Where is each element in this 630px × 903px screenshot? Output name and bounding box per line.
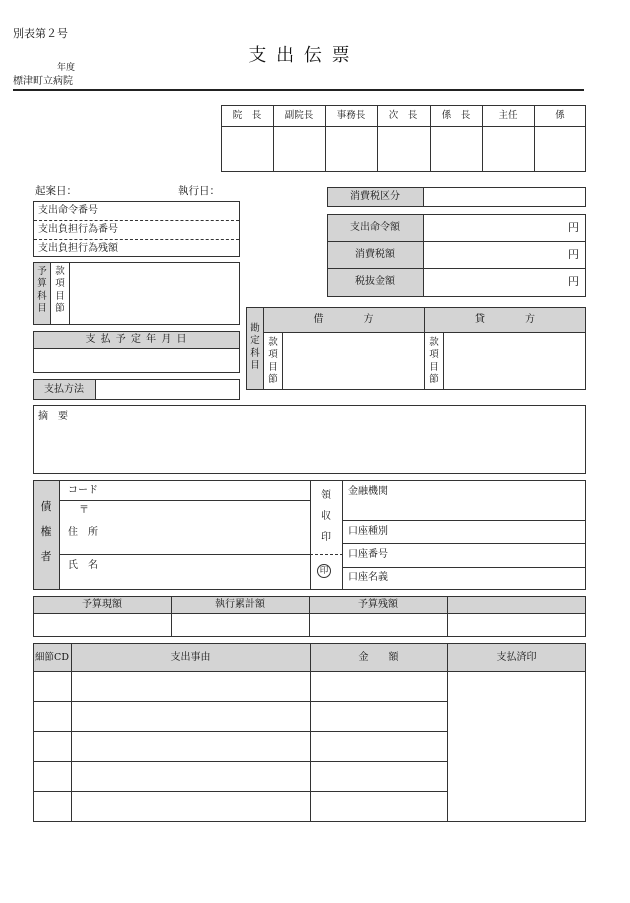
debit-level-char: 節 xyxy=(268,374,278,386)
approval-role-label: 係 長 xyxy=(441,110,471,121)
receipt-seal-char: 収 xyxy=(321,511,331,522)
receipt-seal-char: 印 xyxy=(321,532,331,543)
organization-name: 標津町立病院 xyxy=(13,76,73,87)
approval-stamp-cell[interactable] xyxy=(325,127,377,171)
credit-level-char: 項 xyxy=(429,349,439,361)
credit-level-char: 節 xyxy=(429,374,439,386)
page-title: 支 出 伝 票 xyxy=(248,45,352,66)
budget-status-header: 予算現額 xyxy=(82,599,122,610)
budget-status-header: 執行累計額 xyxy=(215,599,265,610)
paid-stamp-header: 支払済印 xyxy=(496,652,537,663)
approval-stamp-cell[interactable] xyxy=(273,127,325,171)
payment-method-label: 支払方法 xyxy=(44,384,84,395)
budget-status-header: 予算残額 xyxy=(358,599,398,610)
payment-date-field[interactable] xyxy=(33,348,240,373)
approval-stamp-cell[interactable] xyxy=(430,127,482,171)
creditor-char: 者 xyxy=(40,550,52,563)
yen-unit: 円 xyxy=(568,221,579,234)
tax-amount-label: 消費税額 xyxy=(355,249,395,260)
account-subject-char: 勘 xyxy=(250,323,260,334)
budget-subject-char: 科 xyxy=(37,290,47,302)
bank-label: 金融機関 xyxy=(348,486,388,497)
approval-stamp-cell[interactable] xyxy=(377,127,429,171)
fiscal-year-label: 年度 xyxy=(57,63,76,73)
postal-mark: 〒 xyxy=(79,505,89,516)
debit-header: 借 方 xyxy=(313,314,374,325)
commitment-number-label: 支出負担行為番号 xyxy=(38,224,118,235)
exec-date-label: 執行日： xyxy=(178,185,220,197)
account-subject-char: 定 xyxy=(250,335,260,347)
approval-stamp-cell[interactable] xyxy=(534,127,586,171)
account-holder-label: 口座名義 xyxy=(348,572,388,583)
receipt-seal-char: 領 xyxy=(321,490,331,501)
creditor-code-label: コード xyxy=(68,485,98,496)
credit-header: 貸 方 xyxy=(475,314,535,325)
approval-role-label: 係 xyxy=(555,110,565,121)
budget-subject-char: 予 xyxy=(37,266,47,277)
yen-unit: 円 xyxy=(568,275,579,288)
approval-role-label: 次 長 xyxy=(388,110,418,121)
budget-level-char: 節 xyxy=(55,303,65,315)
net-amount-label: 税抜金額 xyxy=(355,276,395,287)
credit-level-char: 款 xyxy=(429,337,439,348)
approval-role-label: 主任 xyxy=(498,110,518,121)
approval-role-label: 副院長 xyxy=(284,110,314,121)
account-type-label: 口座種別 xyxy=(348,526,388,537)
seal-icon: 印 xyxy=(317,564,331,578)
budget-subject-char: 目 xyxy=(37,303,47,315)
account-subject-char: 科 xyxy=(250,347,260,359)
account-number-label: 口座番号 xyxy=(348,549,388,560)
summary-field[interactable] xyxy=(33,405,586,474)
summary-label: 摘 要 xyxy=(38,411,68,422)
reason-header: 支出事由 xyxy=(170,652,211,663)
name-label: 氏 名 xyxy=(68,560,98,571)
amount-header: 金 額 xyxy=(358,652,399,663)
creditor-char: 権 xyxy=(40,525,52,538)
draft-date-label: 起案日： xyxy=(35,185,77,197)
form-number: 別表第２号 xyxy=(13,27,68,40)
debit-level-char: 款 xyxy=(268,337,278,348)
budget-level-char: 項 xyxy=(55,278,65,290)
debit-level-char: 項 xyxy=(268,349,278,361)
address-label: 住 所 xyxy=(68,527,98,538)
credit-level-char: 目 xyxy=(429,361,439,373)
budget-level-char: 目 xyxy=(55,290,65,302)
budget-subject-char: 算 xyxy=(37,278,47,290)
order-number-label: 支出命令番号 xyxy=(38,205,98,216)
approval-role-label: 事務長 xyxy=(336,110,366,121)
approval-role-label: 院 長 xyxy=(232,110,262,121)
detail-cd-header: 細節CD xyxy=(35,652,69,663)
approval-stamp-cell[interactable] xyxy=(482,127,534,171)
budget-level-char: 款 xyxy=(55,266,65,277)
header-rule xyxy=(13,89,584,91)
approval-stamp-cell[interactable] xyxy=(221,127,273,171)
tax-category-label: 消費税区分 xyxy=(350,191,400,202)
payment-date-label: 支 払 予 定 年 月 日 xyxy=(85,334,188,345)
commitment-balance-label: 支出負担行為残額 xyxy=(38,243,118,254)
yen-unit: 円 xyxy=(568,248,579,261)
creditor-char: 債 xyxy=(40,500,52,513)
account-subject-char: 目 xyxy=(250,360,260,372)
order-amount-label: 支出命令額 xyxy=(350,222,400,233)
debit-level-char: 目 xyxy=(268,361,278,373)
